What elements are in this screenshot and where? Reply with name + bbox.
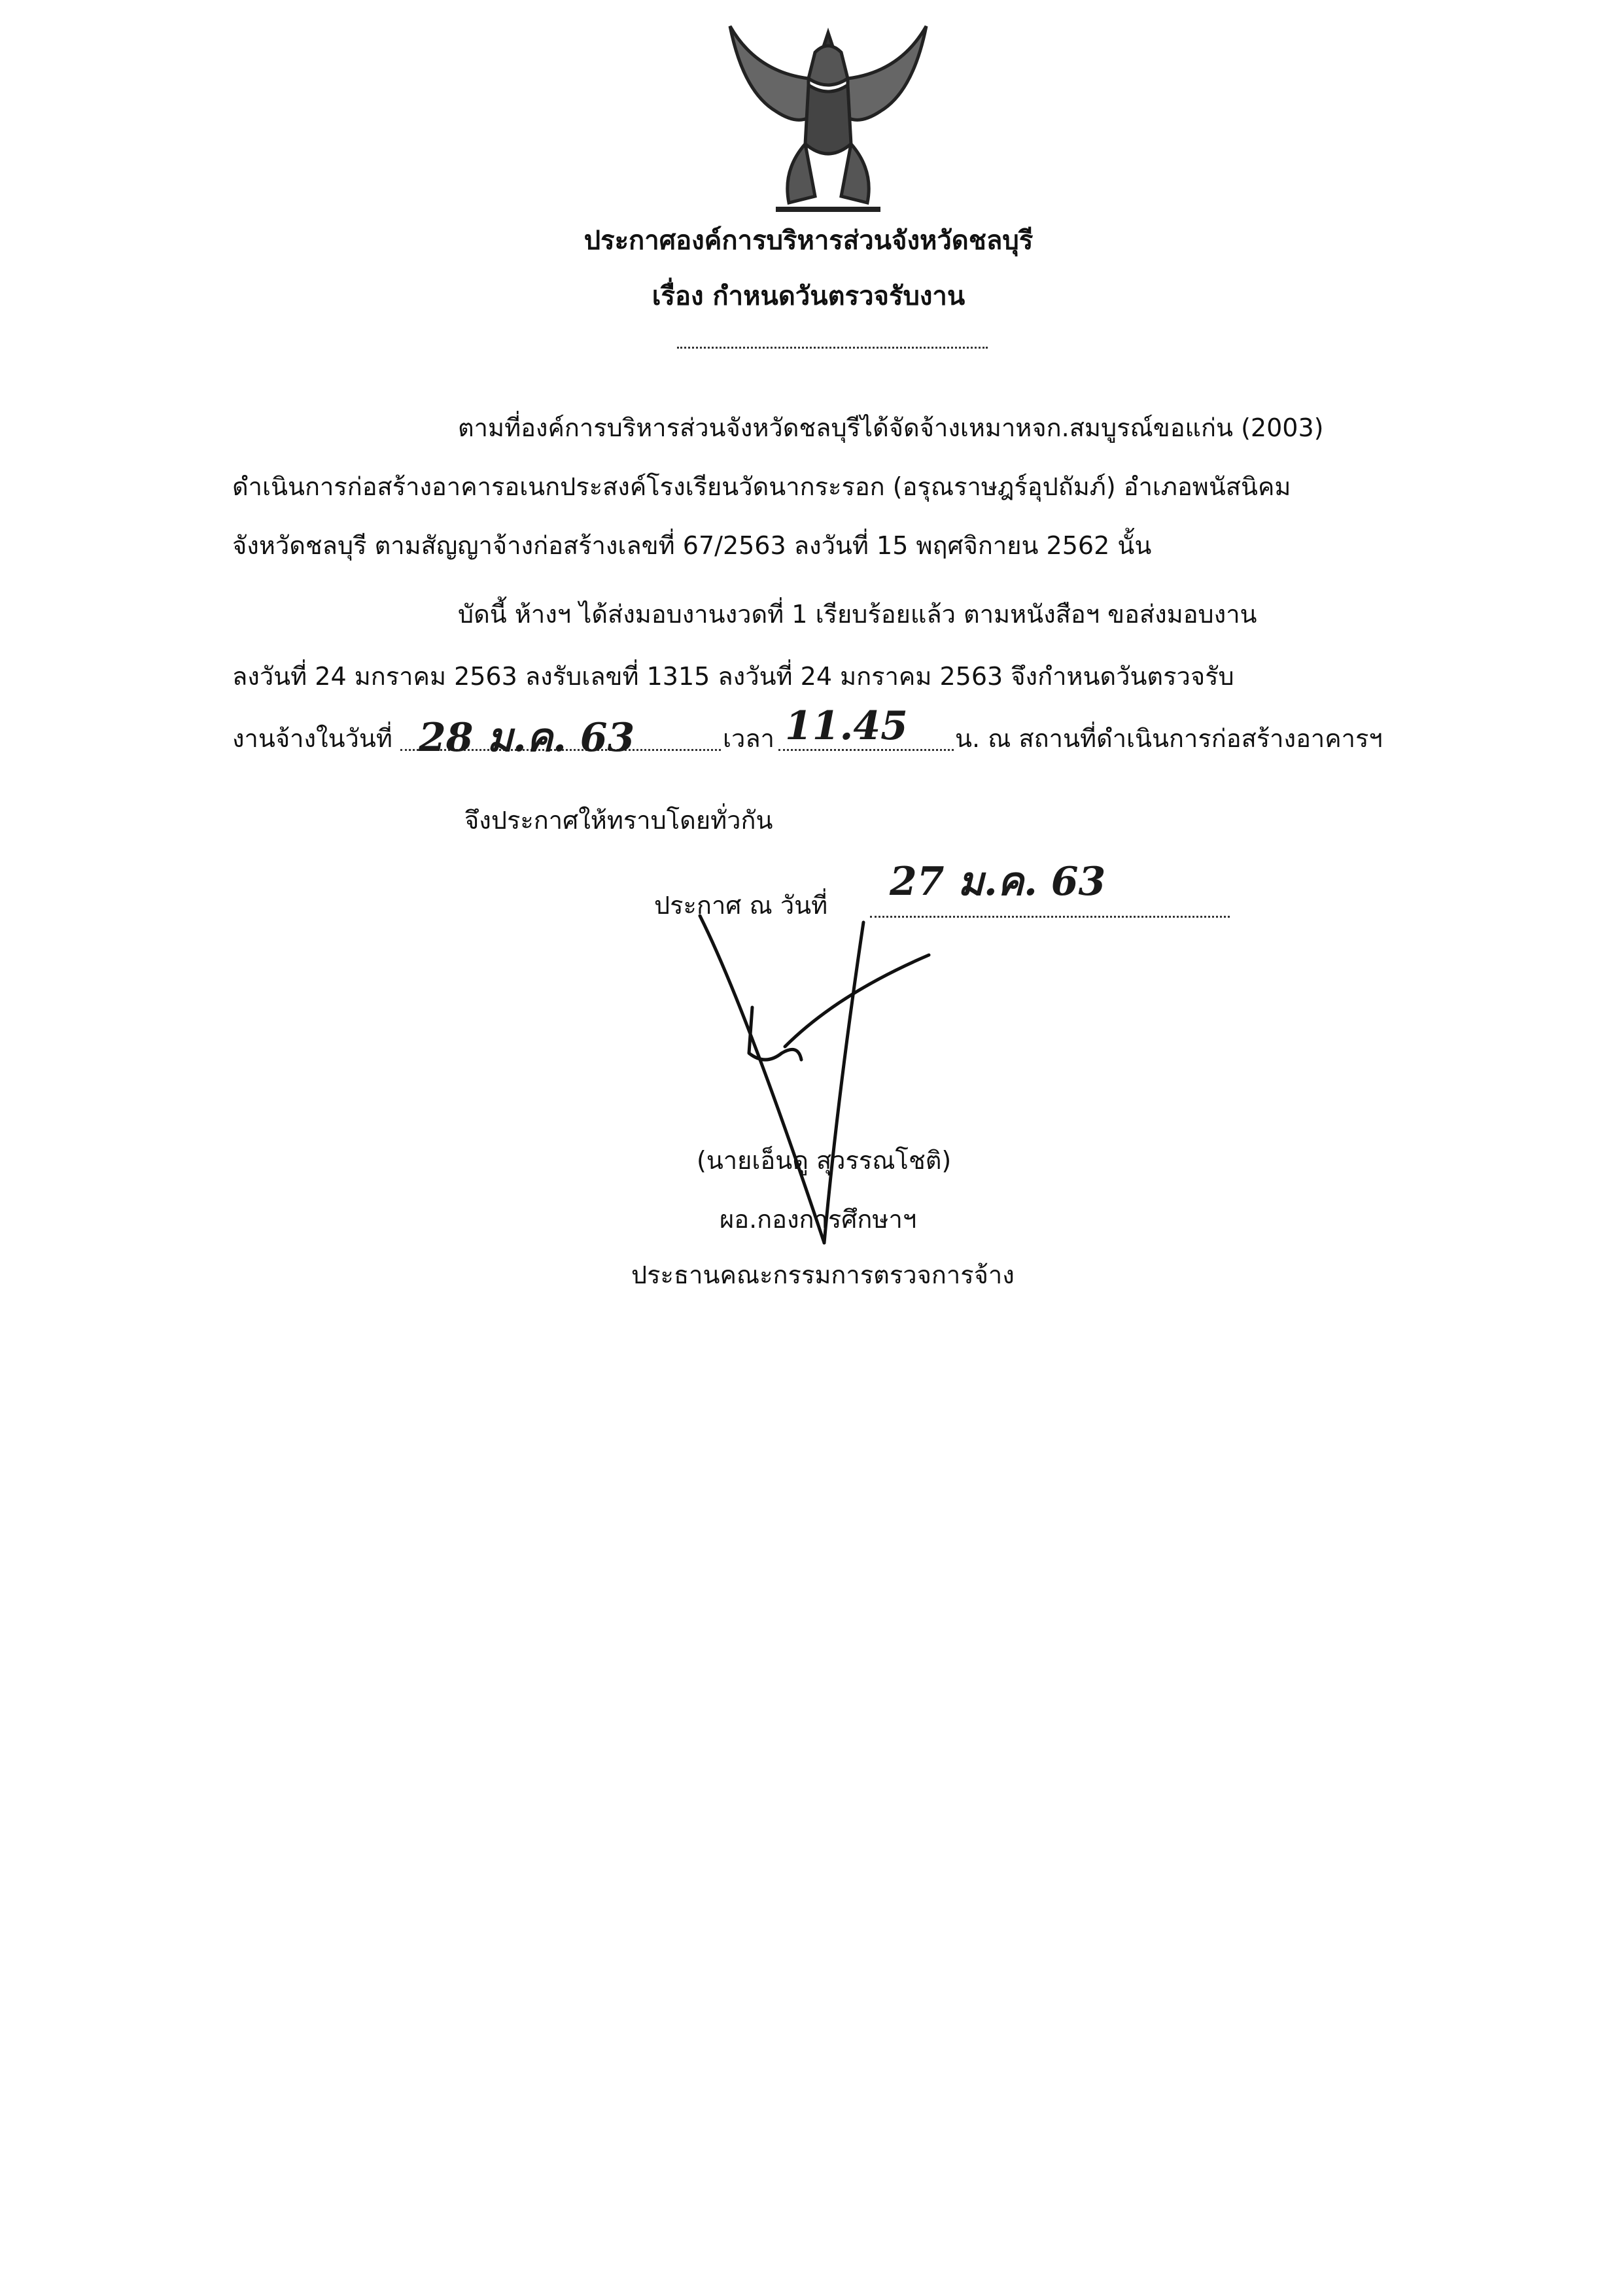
handwritten-announce-date: 27 ม.ค. 63: [890, 859, 1106, 905]
time-fill-line: [778, 749, 954, 751]
signatory-name: (นายเอ็นดู สุวรรณโชติ): [697, 1146, 952, 1175]
location-text: น. ณ สถานที่ดำเนินการก่อสร้างอาคารฯ: [955, 724, 1383, 753]
signatory-role: ประธานคณะกรรมการตรวจการจ้าง: [631, 1261, 1015, 1289]
paragraph2-line3-label: งานจ้างในวันที่: [232, 724, 392, 753]
signatory-position: ผอ.กองการศึกษาฯ: [720, 1205, 917, 1234]
handwritten-inspection-time: 11.45: [785, 703, 908, 749]
paragraph1-line2: ดำเนินการก่อสร้างอาคารอเนกประสงค์โรงเรียนวัดนากระรอก (อรุณราษฎร์อุปถัมภ์) อำเภอพนัสนิคม: [232, 472, 1291, 501]
title-divider: [677, 347, 988, 349]
subject-line: เรื่อง กำหนดวันตรวจรับงาน: [652, 281, 965, 311]
time-label: เวลา: [723, 724, 774, 753]
page-title: ประกาศองค์การบริหารส่วนจังหวัดชลบุรี: [583, 226, 1034, 256]
paragraph2-line1: บัดนี้ ห้างฯ ได้ส่งมอบงานงวดที่ 1 เรียบร้อยแล้ว ตามหนังสือฯ ขอส่งมอบงาน: [458, 600, 1257, 629]
garuda-emblem: [717, 13, 939, 222]
handwritten-inspection-date: 28 ม.ค. 63: [419, 715, 635, 761]
paragraph2-line2: ลงวันที่ 24 มกราคม 2563 ลงรับเลขที่ 1315 ลงวันที่ 24 มกราคม 2563 จึงกำหนดวันตรวจรับ: [232, 662, 1234, 691]
paragraph1-line1: ตามที่องค์การบริหารส่วนจังหวัดชลบุรีได้จัดจ้างเหมาหจก.สมบูรณ์ขอแก่น (2003): [458, 413, 1324, 442]
closing-text: จึงประกาศให้ทราบโดยทั่วกัน: [464, 806, 773, 835]
announce-date-label: ประกาศ ณ วันที่: [654, 891, 828, 920]
paragraph1-line3: จังหวัดชลบุรี ตามสัญญาจ้างก่อสร้างเลขที่ 67/2563 ลงวันที่ 15 พฤศจิกายน 2562 นั้น: [232, 531, 1152, 560]
